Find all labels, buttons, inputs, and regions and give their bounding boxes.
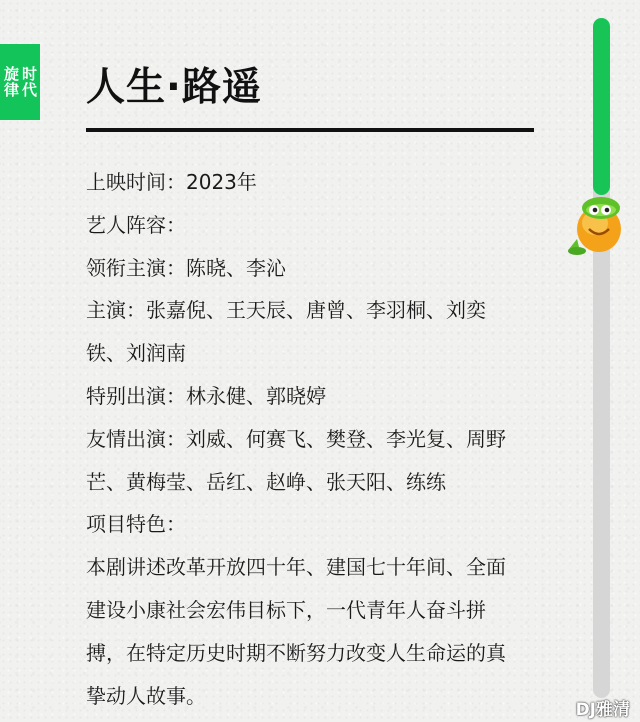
release-time-line: 上映时间：2023年 [86,170,257,194]
cartoon-mascot-icon[interactable] [565,189,629,259]
synopsis-line-4: 挚动人故事。 [86,683,206,708]
main-cast-line: 主演：张嘉倪、王天辰、唐曾、李羽桐、刘奕 [86,298,486,323]
cast-heading-line: 艺人阵容： [86,212,186,237]
article-title: 人生·路遥 [86,65,262,110]
synopsis-line-3: 搏，在特定历史时期不断努力改变人生命运的真 [86,640,506,665]
section-tag [0,44,40,120]
special-appearance-line: 特别出演：林永健、郭晓婷 [86,383,326,408]
scrollbar-progress [593,18,610,195]
synopsis-line-1: 本剧讲述改革开放四十年、建国七十年间、全面 [86,555,506,580]
watermark: DJ雅清 [575,700,630,720]
title-divider [86,128,534,132]
article-body [86,161,546,717]
guest-cast-line-cont: 芒、黄梅莹、岳红、赵峥、张天阳、练练 [86,469,446,494]
guest-cast-line: 友情出演：刘威、何赛飞、樊登、李光复、周野 [86,426,506,451]
lead-actors-line: 领衔主演：陈晓、李沁 [86,255,286,280]
main-cast-line-cont: 铁、刘润南 [86,341,186,366]
features-heading-line: 项目特色： [86,512,186,537]
synopsis-line-2: 建设小康社会宏伟目标下，一代青年人奋斗拼 [86,597,486,622]
section-tag-label: 时代 旋律 [2,66,38,98]
